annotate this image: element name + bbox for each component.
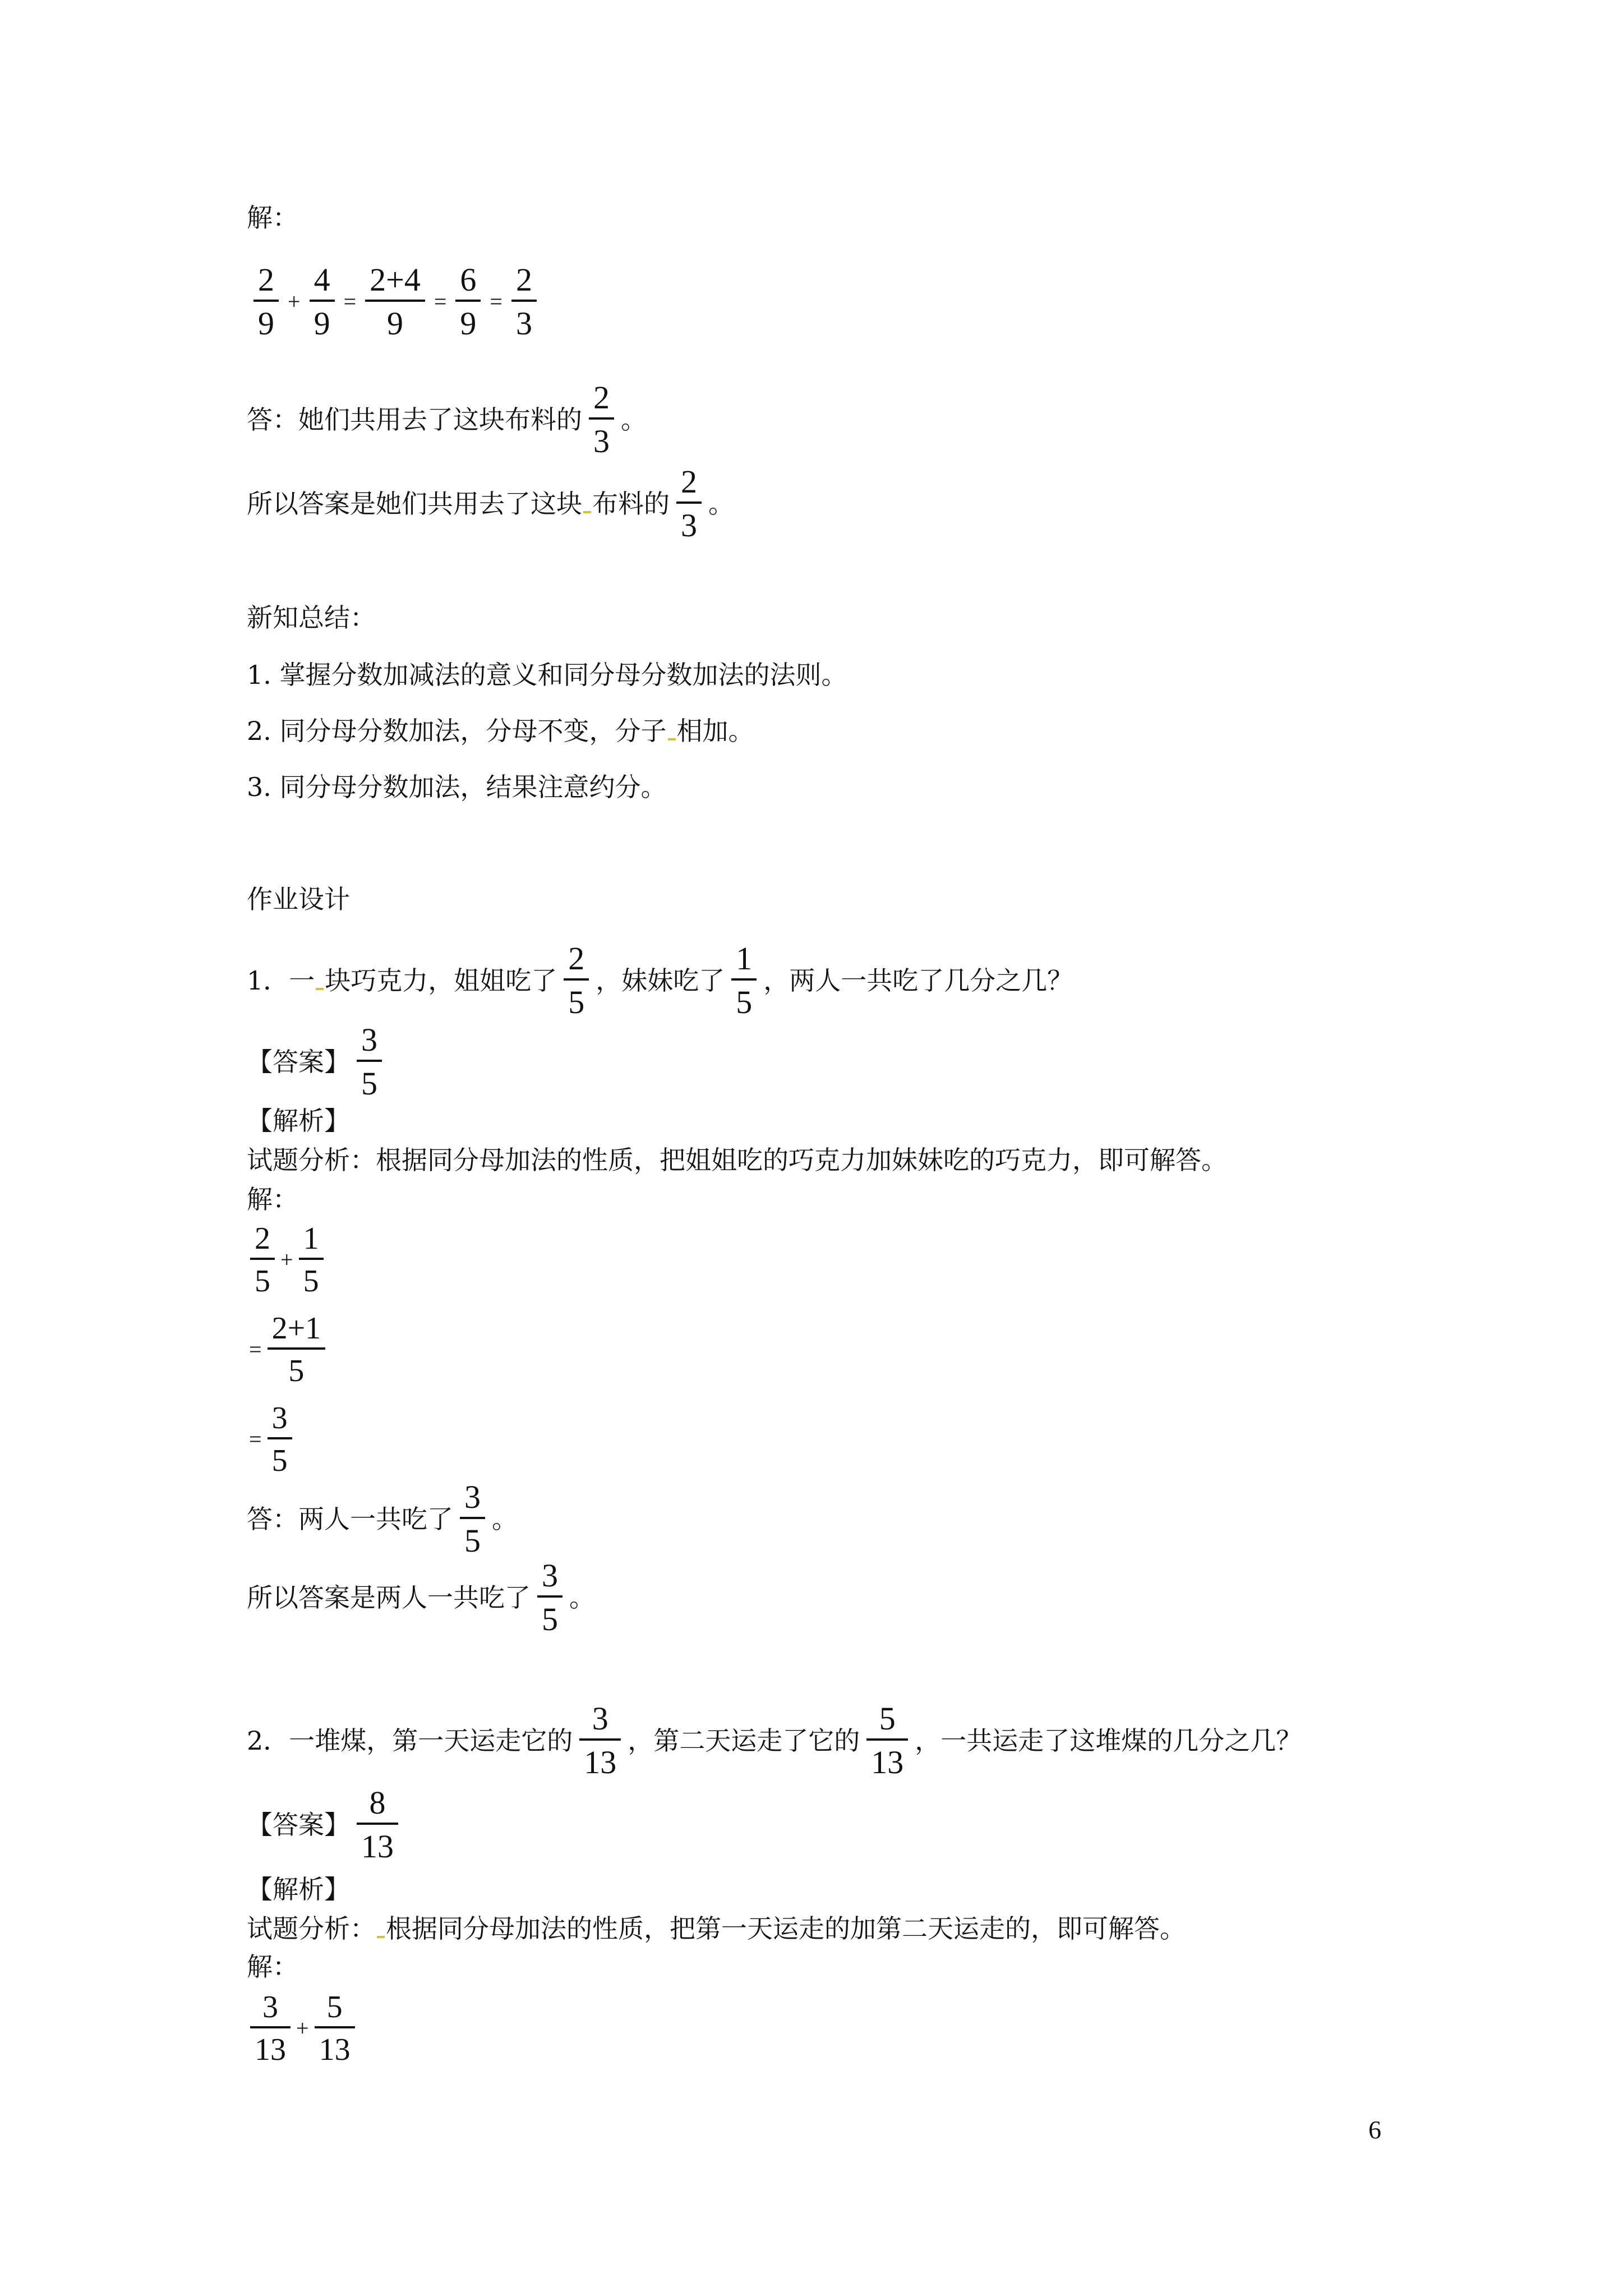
numerator: 3 (542, 1557, 558, 1594)
summary-item-text: 2. 同分母分数加法，分母不变，分子 (247, 716, 667, 746)
fraction (676, 463, 702, 544)
analysis-text: 试题分析： (247, 1913, 376, 1944)
numerator: 4 (313, 261, 330, 298)
step-q2 (247, 1991, 1399, 2065)
question-text: 块巧克力，姐姐吃了 (325, 965, 557, 996)
denominator: 5 (542, 1601, 558, 1637)
analysis-label-1 (247, 1108, 1399, 1134)
period: 。 (708, 489, 734, 519)
fraction (511, 261, 537, 342)
step-3 (247, 1402, 1399, 1476)
answer-text: 答：她们共用去了这块布料的 (247, 404, 582, 435)
solve-text: 解： (247, 1952, 298, 1982)
numerator: 2 (515, 261, 532, 298)
numerator: 2 (593, 379, 610, 416)
answer-label: 【答案】 (247, 1047, 350, 1077)
numerator: 2+1 (271, 1311, 321, 1346)
denominator: 9 (313, 305, 330, 342)
summary-item-3 (247, 774, 1399, 800)
answer-2 (247, 1784, 1399, 1865)
numerator: 3 (464, 1479, 481, 1515)
equals-sign: = (490, 289, 502, 314)
fraction (253, 261, 279, 342)
edit-mark (377, 1930, 385, 1938)
question-text: ，两人一共吃了几分之几？ (763, 965, 1073, 996)
question-1 (247, 942, 1399, 1019)
fraction (315, 1991, 355, 2065)
fraction (455, 261, 481, 342)
solve-label (247, 205, 1399, 231)
fraction (357, 1784, 398, 1865)
denominator: 13 (871, 1744, 904, 1780)
edit-mark (668, 733, 676, 740)
numerator: 2+4 (370, 261, 421, 298)
equation-line (247, 261, 1399, 342)
denominator: 13 (255, 2032, 286, 2067)
answer-line (247, 381, 1399, 458)
numerator: 6 (460, 261, 477, 298)
numerator: 2 (255, 1221, 270, 1256)
conclusion-text: 布料的 (592, 489, 670, 519)
numerator: 8 (369, 1784, 386, 1821)
fraction (250, 1223, 275, 1297)
period: 。 (621, 404, 647, 435)
answer-1 (247, 1024, 1399, 1100)
solve-label-1 (247, 1186, 1399, 1212)
summary-item-text: 3. 同分母分数加法，结果注意约分。 (247, 772, 667, 802)
question-text: 2．一堆煤，第一天运走它的 (247, 1726, 573, 1756)
solve-label-2 (247, 1954, 1399, 1980)
plus-sign: + (280, 1247, 293, 1272)
denominator: 5 (736, 984, 753, 1020)
numerator: 3 (361, 1022, 377, 1058)
summary-item-text: 1. 掌握分数加减法的意义和同分母分数加法的法则。 (247, 660, 847, 690)
solve-text: 解： (247, 203, 298, 233)
answer-label: 【答案】 (247, 1810, 350, 1840)
fraction (866, 1700, 908, 1780)
analysis-2 (247, 1913, 1399, 1944)
denominator: 5 (568, 984, 585, 1020)
numerator: 5 (326, 1990, 343, 2024)
plus-sign: + (296, 2016, 309, 2041)
denominator: 5 (464, 1522, 481, 1559)
fraction (537, 1559, 562, 1636)
period: 。 (492, 1504, 518, 1534)
denominator: 9 (460, 305, 477, 342)
denominator: 5 (361, 1065, 377, 1102)
answer-sentence-1 (247, 1481, 1399, 1557)
conclusion-1 (247, 1559, 1399, 1636)
plus-sign: + (288, 289, 301, 314)
summary-title-text: 新知总结： (247, 602, 376, 633)
denominator: 9 (258, 305, 274, 342)
page-number: 6 (1368, 2115, 1381, 2144)
question-text: ，妹妹吃了 (596, 965, 725, 996)
fraction (564, 942, 589, 1019)
question-text: 1．一 (247, 965, 315, 996)
denominator: 5 (271, 1443, 288, 1478)
numerator: 2 (258, 261, 274, 298)
conclusion-line (247, 463, 1399, 544)
numerator: 5 (879, 1700, 896, 1737)
summary-item-2 (247, 718, 1399, 744)
analysis-label: 【解析】 (247, 1874, 350, 1904)
denominator: 13 (584, 1744, 617, 1780)
equals-sign: = (249, 1427, 262, 1452)
edit-mark (583, 505, 591, 513)
numerator: 1 (303, 1221, 319, 1256)
denominator: 5 (303, 1264, 319, 1299)
fraction (268, 1313, 326, 1387)
fraction (460, 1481, 485, 1557)
fraction (579, 1700, 621, 1780)
denominator: 3 (681, 507, 697, 544)
fraction (310, 261, 335, 342)
analysis-label: 【解析】 (247, 1106, 350, 1136)
homework-title-text: 作业设计 (247, 884, 350, 914)
fraction (731, 942, 757, 1019)
analysis-1 (247, 1147, 1399, 1173)
fraction (357, 1024, 382, 1100)
homework-title (247, 886, 1399, 912)
fraction (299, 1223, 324, 1297)
denominator: 9 (386, 305, 403, 342)
denominator: 13 (319, 2032, 351, 2067)
fraction (268, 1402, 292, 1476)
summary-item-1 (247, 662, 1399, 688)
denominator: 13 (361, 1828, 394, 1865)
analysis-label-2 (247, 1876, 1399, 1902)
numerator: 2 (568, 940, 585, 977)
edit-mark (316, 982, 324, 990)
numerator: 3 (262, 1990, 278, 2024)
denominator: 3 (593, 423, 610, 459)
summary-title (247, 602, 1399, 633)
question-text: ，一共运走了这堆煤的几分之几？ (915, 1726, 1302, 1756)
conclusion-text: 所以答案是两人一共吃了 (247, 1582, 531, 1613)
equals-sign: = (343, 289, 357, 314)
solve-text: 解： (247, 1184, 298, 1214)
step-2 (247, 1313, 1399, 1387)
denominator: 3 (515, 305, 532, 342)
fraction (250, 1991, 291, 2065)
denominator: 5 (288, 1354, 305, 1388)
step-1 (247, 1223, 1399, 1297)
denominator: 5 (255, 1264, 270, 1299)
answer-text: 答：两人一共吃了 (247, 1504, 453, 1534)
conclusion-text: 所以答案是她们共用去了这块 (247, 489, 582, 519)
summary-item-text: 相加。 (676, 716, 754, 746)
analysis-text: 根据同分母加法的性质，把第一天运走的加第二天运走的，即可解答。 (386, 1913, 1186, 1944)
question-text: ，第二天运走了它的 (628, 1726, 860, 1756)
question-2 (247, 1700, 1399, 1780)
fraction (365, 261, 425, 342)
numerator: 1 (736, 940, 753, 977)
numerator: 2 (681, 463, 697, 500)
equals-sign: = (434, 289, 447, 314)
period: 。 (569, 1582, 595, 1613)
equals-sign: = (249, 1337, 262, 1362)
numerator: 3 (271, 1401, 288, 1435)
fraction (589, 381, 614, 458)
numerator: 3 (592, 1700, 608, 1737)
analysis-text: 试题分析：根据同分母加法的性质，把姐姐吃的巧克力加妹妹吃的巧克力，即可解答。 (247, 1145, 1227, 1175)
